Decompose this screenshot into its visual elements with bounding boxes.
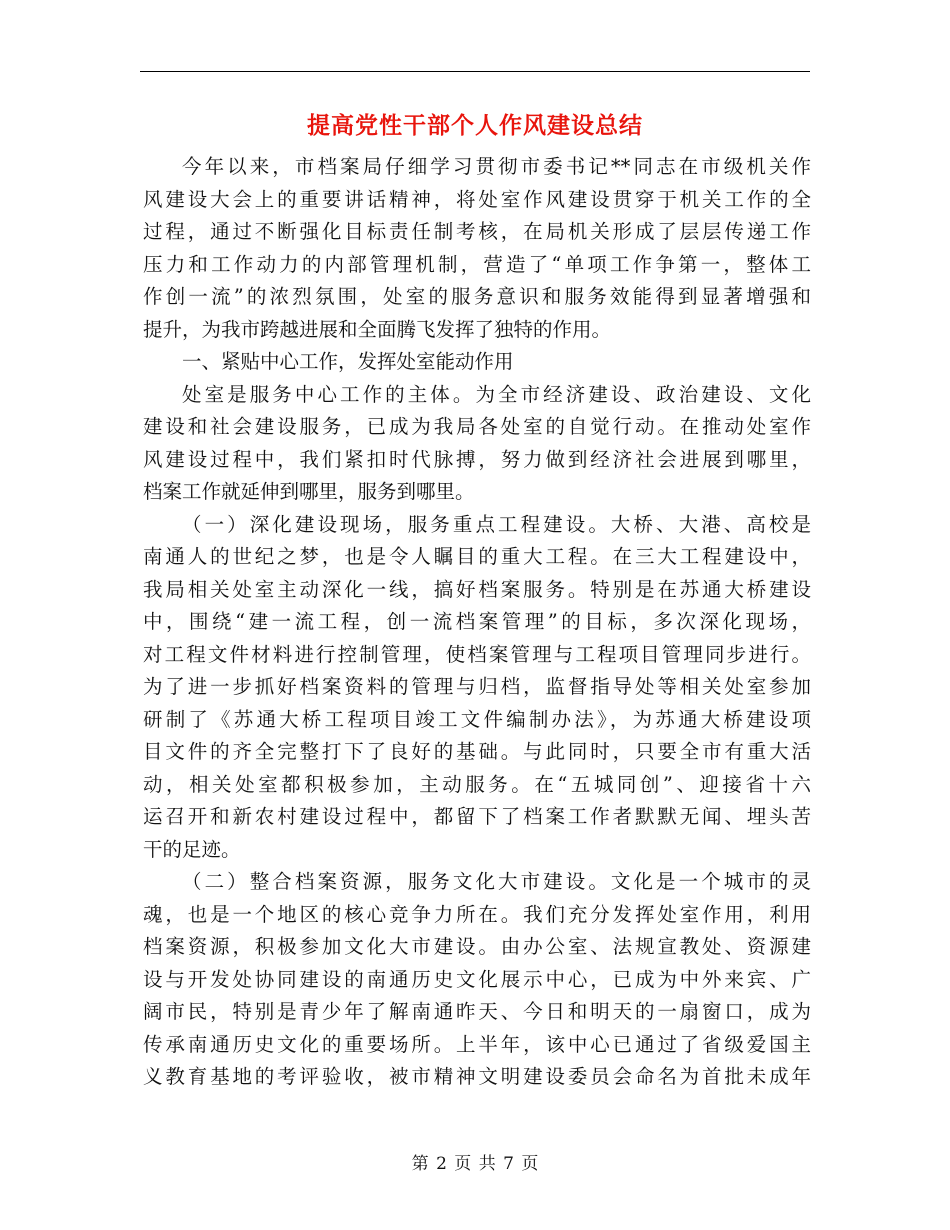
page-number: 第 2 页 共 7 页 <box>411 1154 539 1174</box>
body-line: 研制了《苏通大桥工程项目竣工文件编制办法》，为苏通大桥建设项 <box>143 707 811 731</box>
section-heading: 一、紧贴中心工作，发挥处室能动作用 <box>182 350 514 373</box>
document-title: 提高党性干部个人作风建设总结 <box>307 113 643 139</box>
body-line: 为了进一步抓好档案资料的管理与归档，监督指导处等相关处室参加 <box>143 675 811 698</box>
body-line: 过程，通过不断强化目标责任制考核，在局机关形成了层层传递工作 <box>143 220 811 243</box>
body-line: （二）整合档案资源，服务文化大市建设。文化是一个城市的灵 <box>182 870 811 893</box>
body-line: 阔市民，特别是青少年了解南通昨天、今日和明天的一扇窗口，成为 <box>143 1000 811 1023</box>
document-body <box>143 151 811 1094</box>
body-line: 作创一流”的浓烈氛围，处室的服务意识和服务效能得到显著增强和 <box>143 285 811 308</box>
body-line: 魂，也是一个地区的核心竞争力所在。我们充分发挥处室作用，利用 <box>143 902 811 926</box>
body-line: 设与开发处协同建设的南通历史文化展示中心，已成为中外来宾、广 <box>143 967 811 991</box>
body-line: 运召开和新农村建设过程中，都留下了档案工作者默默无闻、埋头苦 <box>143 805 811 828</box>
body-line: 我局相关处室主动深化一线，搞好档案服务。特别是在苏通大桥建设 <box>143 577 811 601</box>
body-line: 建设和社会建设服务，已成为我局各处室的自觉行动。在推动处室作 <box>143 415 811 438</box>
body-line: 提升，为我市跨越进展和全面腾飞发挥了独特的作用。 <box>143 317 612 341</box>
body-line: 风建设过程中，我们紧扣时代脉搏，努力做到经济社会进展到哪里， <box>143 447 811 471</box>
body-line: 动，相关处室都积极参加，主动服务。在“五城同创”、迎接省十六 <box>143 772 811 796</box>
body-line: 目文件的齐全完整打下了良好的基础。与此同时，只要全市有重大活 <box>143 740 811 763</box>
body-line: 对工程文件材料进行控制管理，使档案管理与工程项目管理同步进行。 <box>143 642 811 666</box>
body-line: 今年以来，市档案局仔细学习贯彻市委书记**同志在市级机关作 <box>182 155 811 178</box>
body-line: 中，围绕“建一流工程，创一流档案管理”的目标，多次深化现场， <box>143 610 811 633</box>
body-line: 南通人的世纪之梦，也是令人瞩目的重大工程。在三大工程建设中， <box>143 545 811 568</box>
body-line: 义教育基地的考评验收，被市精神文明建设委员会命名为首批未成年 <box>143 1065 811 1088</box>
body-line: 传承南通历史文化的重要场所。上半年，该中心已通过了省级爱国主 <box>143 1032 811 1056</box>
body-line: 干的足迹。 <box>143 837 241 861</box>
body-line: 档案工作就延伸到哪里，服务到哪里。 <box>143 480 475 503</box>
header-rule <box>140 71 810 72</box>
body-line: （一）深化建设现场，服务重点工程建设。大桥、大港、高校是 <box>182 512 811 536</box>
body-line: 处室是服务中心工作的主体。为全市经济建设、政治建设、文化 <box>182 382 811 406</box>
body-line: 风建设大会上的重要讲话精神，将处室作风建设贯穿于机关工作的全 <box>143 187 811 211</box>
body-line: 档案资源，积极参加文化大市建设。由办公室、法规宣教处、资源建 <box>143 935 811 958</box>
body-line: 压力和工作动力的内部管理机制，营造了“单项工作争第一，整体工 <box>143 252 811 276</box>
